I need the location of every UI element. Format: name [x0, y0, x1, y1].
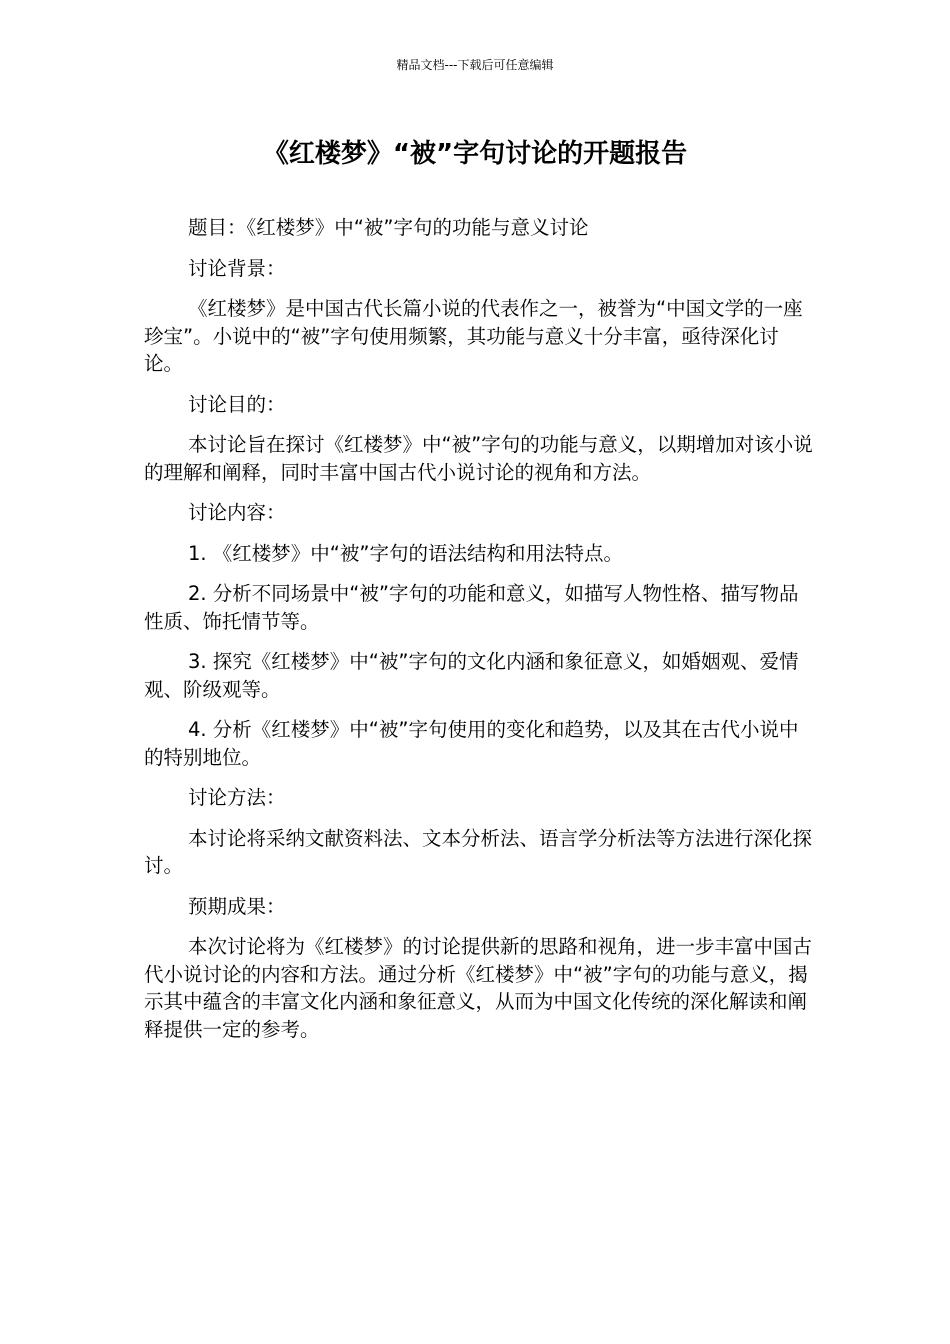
section-heading-purpose: 讨论目的：	[188, 392, 286, 416]
section-heading-method: 讨论方法：	[188, 786, 286, 809]
section-heading-content: 讨论内容：	[188, 501, 286, 524]
purpose-paragraph: 本讨论旨在探讨《红楼梦》中“被”字句的功能与意义，以期增加对该小说的理解和阐释，同时丰富中国古代小说讨论的视角和方法。	[144, 433, 813, 484]
header-note: 精品文档---下载后可任意编辑	[396, 58, 554, 72]
content-item-2: 2. 分析不同场景中“被”字句的功能和意义，如描写人物性格、描写物品性质、饰托情节等。	[144, 582, 799, 633]
outcome-paragraph: 本次讨论将为《红楼梦》的讨论提供新的思路和视角，进一步丰富中国古代小说讨论的内容和方法。通过分析《红楼梦》中“被”字句的功能与意义，揭示其中蕴含的丰富文化内涵和象征意义，从而为中国文化传统的深化解读和阐释提供一定的参考。	[144, 935, 813, 1041]
topic-line: 题目：《红楼梦》中“被”字句的功能与意义讨论	[188, 216, 589, 239]
section-heading-outcome: 预期成果：	[188, 894, 286, 918]
document-title: 《红楼梦》“被”字句讨论的开题报告	[262, 139, 688, 169]
document-body	[144, 214, 814, 1056]
content-item-1: 1. 《红楼梦》中“被”字句的语法结构和用法特点。	[188, 541, 624, 565]
method-paragraph: 本讨论将采纳文献资料法、文本分析法、语言学分析法等方法进行深化探讨。	[144, 826, 813, 877]
content-item-4: 4. 分析《红楼梦》中“被”字句使用的变化和趋势，以及其在古代小说中的特别地位。	[144, 718, 799, 769]
section-heading-background: 讨论背景：	[188, 256, 286, 280]
background-paragraph: 《红楼梦》是中国古代长篇小说的代表作之一，被誉为“中国文学的一座珍宝”。小说中的“被”字句使用频繁，其功能与意义十分丰富，亟待深化讨论。	[144, 297, 803, 375]
content-item-3: 3. 探究《红楼梦》中“被”字句的文化内涵和象征意义，如婚姻观、爱情观、阶级观等。	[144, 650, 799, 701]
